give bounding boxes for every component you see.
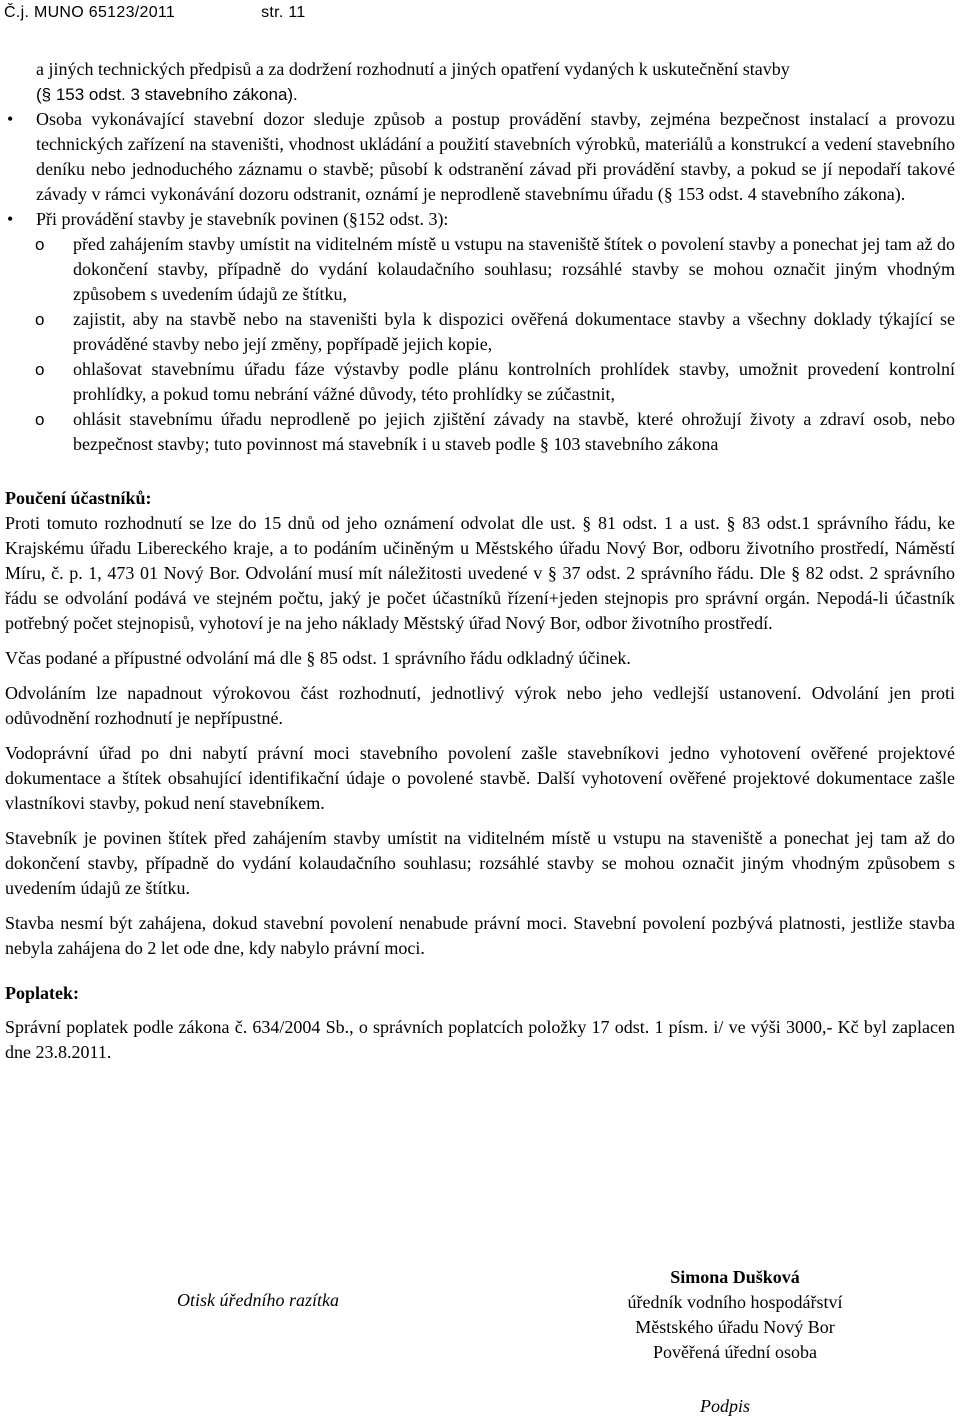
signer-authority: Pověřená úřední osoba [653,1342,817,1362]
signature-block [597,1265,873,1365]
pouceni-paragraph: Odvoláním lze napadnout výrokovou část rozhodnutí, jednotlivý výrok nebo jeho vedlejší ustanovení. Odvolání jen proti odůvodnění rozhodnutí je nepřípustné. [5,683,955,728]
sub-list-item: o před zahájením stavby umístit na viditelném místě u vstupu na staveniště štítek o povolení stavby a ponechat jej tam až do dokončení stavby, případně do vydání kolaudačního souhlasu; rozsáhlé stavby se mohou označit jiným vhodným způsobem s uvedením údajů ze štítku, [5,232,955,307]
intro-line-1: a jiných technických předpisů a za dodržení rozhodnutí a jiných opatření vydaných k uskutečnění stavby [36,59,790,79]
intro-line-2: (§ 153 odst. 3 stavebního zákona). [36,85,298,104]
section-heading-poplatek: Poplatek: [5,983,79,1003]
page-header [4,4,306,22]
pouceni-paragraph: Stavba nesmí být zahájena, dokud stavební povolení nenabude právní moci. Stavební povolení pozbývá platnosti, jestliže stavba nebyla zahájena do 2 let ode dne, kdy nabylo právní moci. [5,913,955,958]
pouceni-paragraph: Proti tomuto rozhodnutí se lze do 15 dnů od jeho oznámení odvolat dle ust. § 81 odst. 1 a ust. § 83 odst.1 správního řádu, ke Krajskému úřadu Libereckého kraje, a to podáním učiněným u Městského úřadu Nový Bor, odboru životního prostředí, Náměstí Míru, č. p. 1, 473 01 Nový Bor. Odvolání musí mít náležitosti uvedené v § 37 odst. 2 správního řádu. Dle § 82 odst. 2 správního řádu se odvolání podává ve stejném počtu, jaký je počet účastníků řízení+jeden stejnopis pro správní orgán. Nepodá-li účastník potřebný počet stejnopisů, vyhotoví je na jeho náklady Městský úřad Nový Bor, odbor životního prostředí. [5,513,955,633]
pouceni-paragraph: Vodoprávní úřad po dni nabytí právní moci stavebního povolení zašle stavebníkovi jedno vyhotovení ověřené projektové dokumentace a štítek obsahující identifikační údaje o povolené stavbě. Další vyhotovení ověřené projektové dokumentace zašle vlastníkovi stavby, pokud není stavebníkem. [5,743,955,813]
sub-list-item: o zajistit, aby na stavbě nebo na staveništi byla k dispozici ověřená dokumentace stavby a všechny doklady týkající se prováděné stavby nebo její změny, popřípadě jejich kopie, [5,307,955,357]
pouceni-paragraph: Stavebník je povinen štítek před zahájením stavby umístit na viditelném místě u vstupu na staveniště a ponechat jej tam až do dokončení stavby, případně do vydání kolaudačního souhlasu; rozsáhlé stavby se mohou označit jiným vhodným způsobem s uvedením údajů ze štítku. [5,828,955,898]
section-heading-pouceni: Poučení účastníků: [5,488,152,508]
document-body [5,57,955,1065]
sub-list-item: o ohlásit stavebnímu úřadu neprodleně po jejich zjištění závady na stavbě, které ohrožují životy a zdraví osob, nebo bezpečnost stavby; tuto povinnost má stavebník i u staveb podle § 103 stavebního zákona [5,407,955,457]
poplatek-text: Správní poplatek podle zákona č. 634/2004 Sb., o správních poplatcích položky 17 odst. 1 písm. i/ ve výši 3000,- Kč byl zaplacen dne 23.8.2011. [5,1017,955,1062]
signature-label: Podpis [700,1396,751,1416]
signer-role: úředník vodního hospodářství [627,1292,843,1312]
bullet-item: • Osoba vykonávající stavební dozor sleduje způsob a postup provádění stavby, zejména bezpečnost instalací a provozu technických zařízení na staveništi, vhodnost ukládání a použití stavebních výrobků, materiálů a konstrukcí a vedení stavebního deníku nebo jednoduchého záznamu o stavbě; působí k odstranění závad při provádění stavby, a pokud se jí nepodaří takové závady v rámci vykonávání dozoru odstranit, oznámí je neprodleně stavebnímu úřadu (§ 153 odst. 4 stavebního zákona). [5,107,955,207]
stamp-placeholder: Otisk úředního razítka [177,1290,339,1310]
sub-list-item: o ohlašovat stavebnímu úřadu fáze výstavby podle plánu kontrolních prohlídek stavby, umožnit provedení kontrolní prohlídky, a pokud tomu nebrání vážné důvody, této prohlídky se zúčastnit, [5,357,955,407]
bullet-item: • Při provádění stavby je stavebník povinen (§152 odst. 3): [5,207,955,232]
pouceni-paragraph: Včas podané a přípustné odvolání má dle § 85 odst. 1 správního řádu odkladný účinek. [5,648,631,668]
signer-office: Městského úřadu Nový Bor [635,1317,835,1337]
signer-name: Simona Dušková [670,1267,800,1287]
page-number: str. 11 [261,4,306,21]
reference-number: Č.j. MUNO 65123/2011 [4,4,176,21]
